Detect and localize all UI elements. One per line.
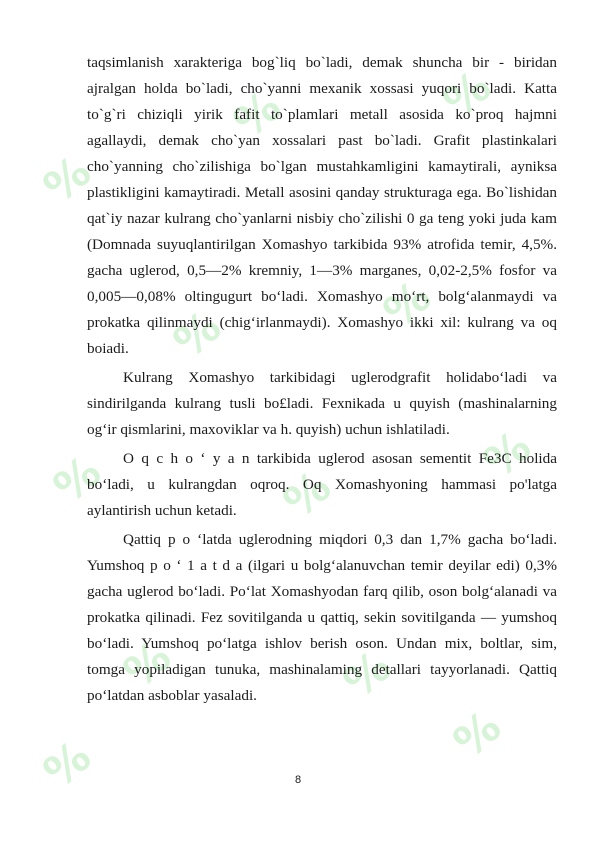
yumshoq-polat-term: p o ‘ 1 a t d a — [150, 557, 243, 574]
paragraph-3-body: tarkibida uglerod asosan sementit Fe3C holida bo‘ladi, u kulrangdan oqroq. Oq Xomashyoning hammasi po'latga aylantirish uchun ketadi. — [87, 450, 557, 519]
svg-text:%: % — [434, 61, 501, 129]
paragraph-4 — [87, 527, 557, 709]
svg-text:%: % — [474, 421, 541, 489]
paragraph-3 — [87, 446, 557, 524]
svg-text:%: % — [34, 731, 101, 799]
svg-text:%: % — [164, 301, 231, 369]
svg-text:%: % — [444, 701, 511, 769]
svg-text:%: % — [44, 446, 111, 514]
svg-text:%: % — [374, 271, 441, 339]
oq-choyan-term: O q c h o ‘ y a n — [123, 450, 250, 467]
paragraph-2: Kulrang Xomashyo tarkibidagi uglerodgrafit holidabo‘ladi va sindirilganda kulrang tusli bo£ladi. Fexnikada u quyish (mashinalarning og‘ir qismlarini, maxoviklar va h. quyish) uchun ishlatiladi. — [87, 369, 557, 438]
svg-text:%: % — [224, 81, 291, 149]
svg-text:%: % — [114, 631, 181, 699]
paragraph-4-part-b: (ilgari u bolg‘alanuvchan temir deyilar edi) 0,3% gacha uglerod bo‘ladi. Po‘lat Xomashyodan farq qilib, oson bolg‘alanadi va prokatka qilinadi. Fez sovitilganda u qattiq, sekin sovitilganda — yumshoq bo‘ladi. Yumshoq po‘latga ishlov berish oson. Undan mix, boltlar, sim, tomga yopiladigan tunuka, mashinalaming detallari tayyorlanadi. Qattiq po‘latdan asboblar yasaladi. — [87, 557, 557, 704]
svg-text:%: % — [34, 146, 101, 214]
paragraph-4-part-a: Qattiq p o ‘latda uglerodning miqdori 0,3 dan 1,7% gacha bo‘ladi. Yumshoq — [87, 531, 557, 574]
svg-text:%: % — [334, 641, 401, 709]
document-page — [87, 50, 557, 712]
svg-text:%: % — [274, 461, 341, 529]
page-number: 8 — [294, 774, 302, 786]
paragraph-1: taqsimlanish xarakteriga bog`liq bo`ladi, demak shuncha bir - biridan ajralgan holda bo`ladi, cho`yanni mexanik xossasi yuqori bo`ladi. Katta to`g`ri chiziqli yirik fafit to`plamlari metall asosida ko`proq hajmni agallaydi, demak cho`yan xossalari past bo`ladi. Grafit plastinkalari cho`yanning cho`zilishiga bo`lgan mustahkamligini kamaytirali, ayniksa plastikligini kamaytiradi. Metall asosini qanday strukturaga ega. Bo`lishidan qat`iy nazar kulrang cho`yanlarni nisbiy cho`zilishi 0 ga teng yoki juda kam (Domnada suyuqlantirilgan Xomashyo tarkibida 93% atrofida temir, 4,5%. gacha uglerod, 0,5—2% kremniy, 1—3% marganes, 0,02-2,5% fosfor va 0,005—0,08% oltingugurt bo‘ladi. Xomashyo mo‘rt, bolg‘alanmaydi va prokatka qilinmaydi (chig‘irlanmaydi). Xomashyo ikki xil: kulrang va oq boiadi. — [87, 54, 557, 357]
